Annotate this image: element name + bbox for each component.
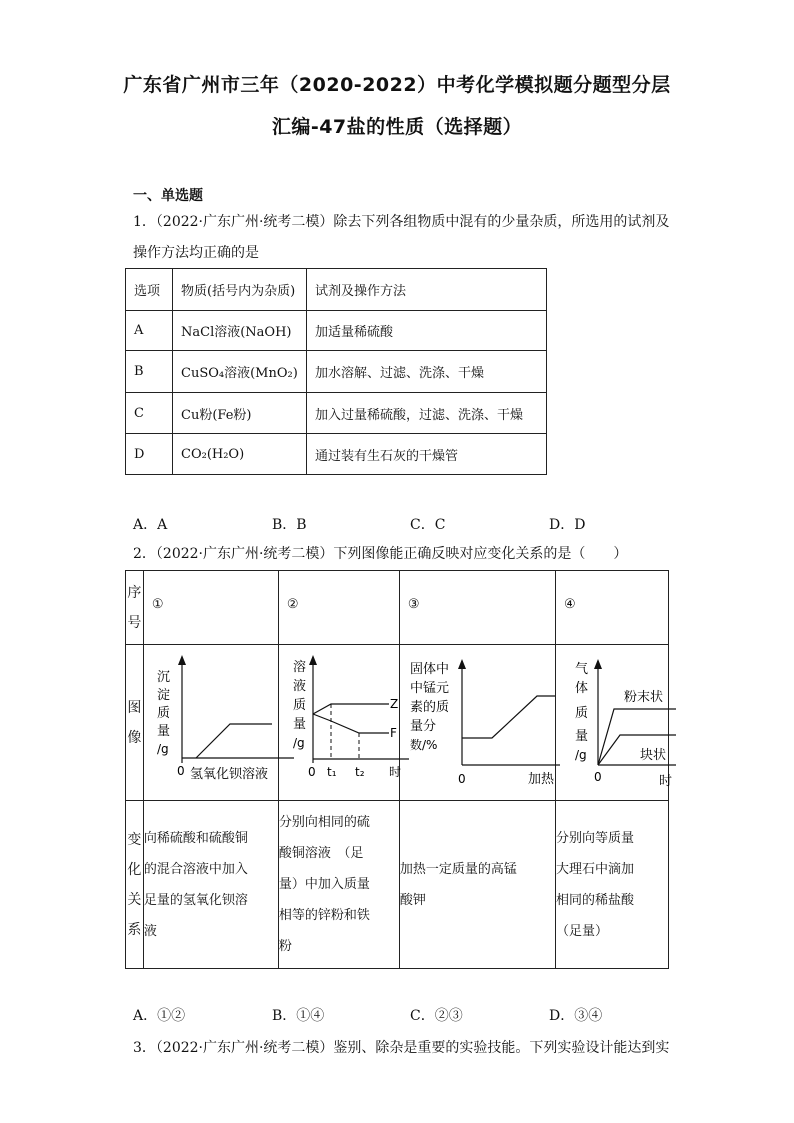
q2-choice-b[interactable]: B．①④ xyxy=(272,1008,325,1024)
q2-row-label-number xyxy=(126,571,144,645)
q2-num-2: ② xyxy=(278,571,399,645)
q1-row-a-option: A xyxy=(126,311,173,351)
g2-ylabel-1: 液 xyxy=(292,679,306,694)
g1-ylabel-3: 量 xyxy=(156,724,170,739)
q1-row-b-method: 加水溶解、过滤、洗涤、干燥 xyxy=(307,351,547,393)
g3-ylabel-4: 数/% xyxy=(409,738,438,752)
desc-line: 量）中加入质量 xyxy=(278,877,370,892)
g2-label-f: F xyxy=(389,726,397,740)
q2-choice-a[interactable]: A．①② xyxy=(133,1008,186,1024)
title-line-2: 汇编-47盐的性质（选择题） xyxy=(271,116,523,138)
desc-line: 加热一定质量的高锰 xyxy=(399,861,517,877)
q1-header-method: 试剂及操作方法 xyxy=(307,269,547,311)
g4-label-block: 块状 xyxy=(640,748,667,763)
q2-desc-3 xyxy=(399,801,555,969)
g3-ylabel-2: 素的质 xyxy=(409,700,449,715)
g4-ylabel-4: /g xyxy=(575,748,587,762)
g3-origin: 0 xyxy=(457,772,466,786)
q1-row-c-substance: Cu粉(Fe粉) xyxy=(173,393,307,434)
title-line-1: 广东省广州市三年（2020-2022）中考化学模拟题分题型分层 xyxy=(123,74,671,96)
g2-y-arrow xyxy=(309,655,317,665)
g2-line-z xyxy=(313,704,389,714)
g3-ylabel-1: 中锰元 xyxy=(409,681,449,696)
g1-ylabel-2: 质 xyxy=(156,706,170,721)
g1-xlabel: 氢氧化钡溶液 xyxy=(189,767,268,782)
q2-choice-c[interactable]: C．②③ xyxy=(410,1008,463,1024)
q2-num-4: ④ xyxy=(556,571,669,645)
label-char: 号 xyxy=(127,614,142,631)
graph-4 xyxy=(556,645,673,800)
g2-ylabel-3: 量 xyxy=(292,717,306,732)
desc-line: 大理石中滴加 xyxy=(556,861,635,877)
g2-origin: 0 xyxy=(307,765,316,779)
q2-num-3: ③ xyxy=(399,571,555,645)
g4-y-arrow xyxy=(594,659,602,669)
label-char: 变 xyxy=(127,831,142,848)
q1-row-c-method: 加入过量稀硫酸，过滤、洗涤、干燥 xyxy=(307,393,547,434)
g4-label-powder: 粉末状 xyxy=(624,690,664,705)
g4-ylabel-3: 量 xyxy=(575,729,589,744)
section-heading: 一、单选题 xyxy=(133,188,203,204)
g4-ylabel-0: 气 xyxy=(575,662,589,677)
label-char: 序 xyxy=(127,584,142,601)
q1-row-d-substance: CO₂(H₂O) xyxy=(173,434,307,475)
graph-3 xyxy=(400,645,553,800)
g2-ylabel-4: /g xyxy=(292,736,305,750)
desc-line: （足量） xyxy=(556,923,609,939)
q2-row-label-graph xyxy=(126,645,144,801)
g2-xlabel: 时 xyxy=(388,765,401,779)
q1-row-a-substance: NaCl溶液(NaOH) xyxy=(173,311,307,351)
g2-t1: t₁ xyxy=(326,765,337,779)
desc-line: 酸钾 xyxy=(399,892,426,908)
q2-desc-2 xyxy=(278,801,399,969)
q1-row-b-option: B xyxy=(126,351,173,393)
q2-graph-1-cell xyxy=(143,645,278,801)
q2-desc-1 xyxy=(143,801,278,969)
q1-row-d-method: 通过装有生石灰的干燥管 xyxy=(307,434,547,475)
q2-graph-3-cell xyxy=(399,645,555,801)
q2-desc-4 xyxy=(556,801,669,969)
q1-row-a-method: 加适量稀硫酸 xyxy=(307,311,547,351)
g2-ylabel-0: 溶 xyxy=(292,660,306,675)
g2-line-f xyxy=(313,714,389,733)
q2-table xyxy=(125,570,673,969)
g1-y-arrow xyxy=(178,655,186,665)
desc-line: 相等的锌粉和铁 xyxy=(278,908,370,923)
desc-line: 粉 xyxy=(278,939,292,954)
q2-stem: 2．（2022·广东广州·统考二模）下列图像能正确反映对应变化关系的是（ ） xyxy=(133,546,628,562)
q1-choice-a[interactable]: A．A xyxy=(133,517,168,533)
graph-1 xyxy=(144,645,276,800)
g1-ylabel-0: 沉 xyxy=(156,670,170,685)
g4-xlabel: 时 xyxy=(659,774,673,789)
label-char: 化 xyxy=(127,861,142,878)
desc-line: 的混合溶液中加入 xyxy=(143,861,248,877)
g1-origin: 0 xyxy=(176,764,185,778)
q1-row-b-substance: CuSO₄溶液(MnO₂) xyxy=(173,351,307,393)
g3-y-arrow xyxy=(458,659,466,669)
g4-origin: 0 xyxy=(594,770,602,784)
g1-ylabel-4: /g xyxy=(156,742,169,756)
g3-xlabel: 加热 xyxy=(527,772,554,787)
q2-row-label-relation xyxy=(126,801,144,969)
q1-table xyxy=(125,268,547,475)
g2-ylabel-2: 质 xyxy=(292,698,306,713)
g4-ylabel-1: 体 xyxy=(575,681,589,696)
desc-line: 足量的氢氧化钡溶 xyxy=(143,892,248,908)
desc-line: 相同的稀盐酸 xyxy=(556,892,635,908)
desc-line: 液 xyxy=(143,923,157,939)
label-char: 关 xyxy=(127,891,142,908)
desc-line: 向稀硫酸和硫酸铜 xyxy=(143,830,248,846)
q1-choice-c[interactable]: C．C xyxy=(410,517,446,533)
q2-choice-d[interactable]: D．③④ xyxy=(549,1008,603,1024)
q1-choice-d[interactable]: D．D xyxy=(549,517,586,533)
graph-2 xyxy=(279,645,401,800)
g1-curve xyxy=(196,724,272,758)
label-char: 系 xyxy=(127,921,142,938)
q1-header-substance: 物质(括号内为杂质) xyxy=(173,269,307,311)
q2-graph-4-cell xyxy=(556,645,673,801)
q2-graph-2-cell xyxy=(278,645,399,801)
desc-line: 分别向相同的硫 xyxy=(278,815,370,830)
label-char: 图 xyxy=(127,699,142,716)
q1-stem-line2: 操作方法均正确的是 xyxy=(133,245,259,261)
q1-header-option: 选项 xyxy=(126,269,173,311)
q1-stem-line1: 1．（2022·广东广州·统考二模）除去下列各组物质中混有的少量杂质，所选用的试剂及 xyxy=(133,214,670,230)
q1-row-c-option: C xyxy=(126,393,173,434)
desc-line: 分别向等质量 xyxy=(556,830,635,846)
g4-ylabel-2: 质 xyxy=(575,706,589,721)
q3-stem: 3．（2022·广东广州·统考二模）鉴别、除杂是重要的实验技能。下列实验设计能达到实 xyxy=(133,1040,670,1056)
g3-ylabel-0: 固体中 xyxy=(409,662,449,677)
g2-t2: t₂ xyxy=(354,765,365,779)
g3-curve xyxy=(462,696,555,738)
g1-ylabel-1: 淀 xyxy=(156,688,170,703)
g2-label-z: Z xyxy=(389,697,399,711)
label-char: 像 xyxy=(127,729,142,746)
q2-num-1: ① xyxy=(143,571,278,645)
g3-ylabel-3: 量分 xyxy=(409,719,436,734)
q1-row-d-option: D xyxy=(126,434,173,475)
q1-choice-b[interactable]: B．B xyxy=(272,517,307,533)
desc-line: 酸铜溶液 （足 xyxy=(278,846,364,861)
